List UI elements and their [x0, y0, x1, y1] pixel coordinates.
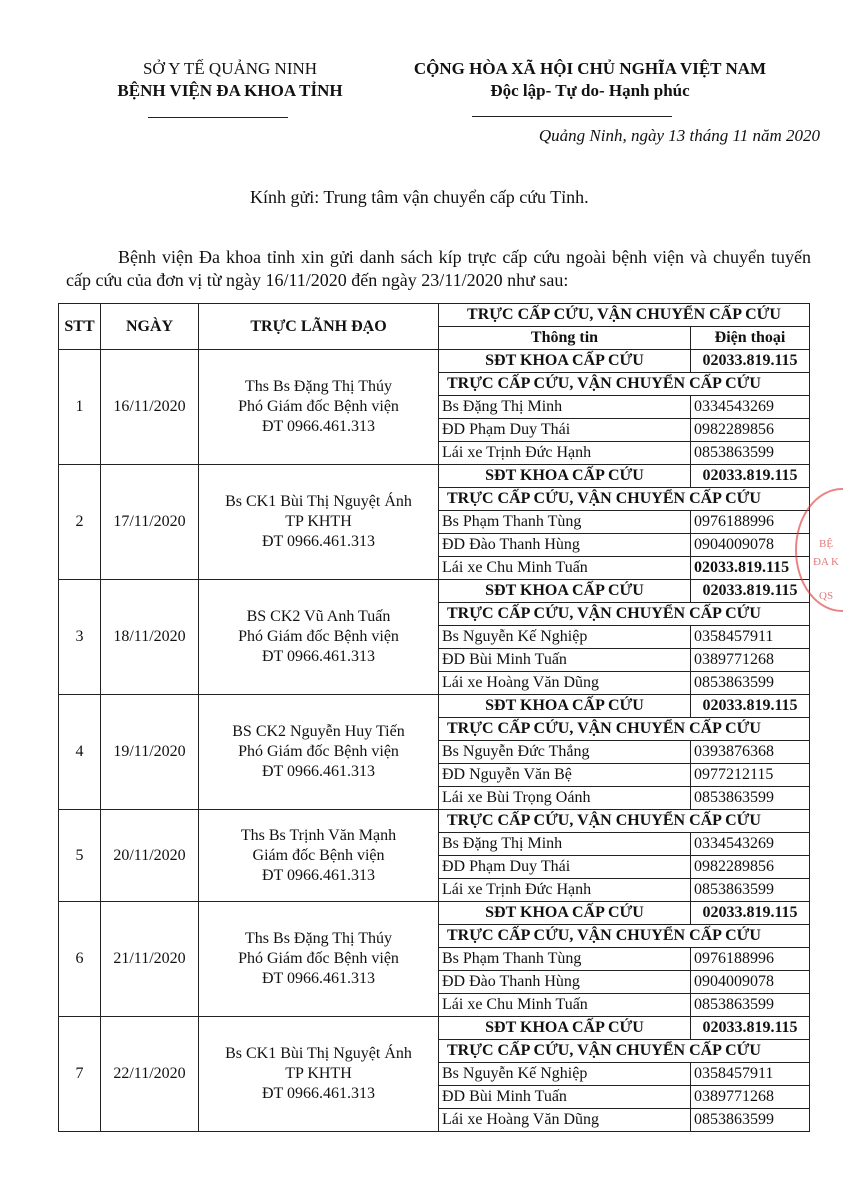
staff-phone: 0334543269 [691, 396, 810, 419]
row-stt: 4 [59, 695, 101, 810]
salutation: Kính gửi: Trung tâm vận chuyển cấp cứu Tỉnh. [250, 187, 589, 207]
table-row [59, 350, 810, 373]
leader-line: ĐT 0966.461.313 [261, 866, 376, 884]
staff-name: Lái xe Chu Minh Tuấn [439, 557, 691, 580]
table-row [59, 902, 810, 925]
duty-subheader: TRỰC CẤP CỨU, VẬN CHUYỂN CẤP CỨU [439, 718, 810, 741]
hotline-label: SĐT KHOA CẤP CỨU [439, 465, 691, 488]
staff-name: Lái xe Chu Minh Tuấn [439, 994, 691, 1017]
leader-line: Phó Giám đốc Bệnh viện [238, 950, 399, 967]
schedule-table [58, 303, 810, 1132]
staff-phone: 0976188996 [691, 511, 810, 534]
hotline-label: SĐT KHOA CẤP CỨU [439, 1017, 691, 1040]
staff-phone: 0982289856 [691, 419, 810, 442]
row-stt: 6 [59, 902, 101, 1017]
dept-name: SỞ Y TẾ QUẢNG NINH [142, 59, 318, 78]
leader-line: Phó Giám đốc Bệnh viện [238, 398, 399, 415]
leader-line: ĐT 0966.461.313 [261, 533, 376, 550]
hotline-phone: 02033.819.115 [691, 695, 810, 718]
leader-line: ĐT 0966.461.313 [261, 648, 376, 665]
staff-name: Bs Đặng Thị Minh [439, 396, 691, 419]
staff-name: ĐD Phạm Duy Thái [439, 419, 691, 442]
row-date: 22/11/2020 [101, 1017, 199, 1132]
row-date: 16/11/2020 [101, 350, 199, 465]
staff-name: ĐD Nguyễn Văn Bệ [439, 764, 691, 787]
leader-line: ĐT 0966.461.313 [261, 418, 376, 435]
leader-line: Bs CK1 Bùi Thị Nguyệt Ánh [225, 493, 412, 510]
staff-name: Lái xe Trịnh Đức Hạnh [439, 442, 691, 465]
header-left-rule [148, 117, 288, 118]
staff-phone: 02033.819.115 [691, 557, 810, 580]
header-emergency: TRỰC CẤP CỨU, VẬN CHUYỂN CẤP CỨU [439, 304, 810, 327]
hotline-phone: 02033.819.115 [691, 465, 810, 488]
row-stt: 2 [59, 465, 101, 580]
staff-phone: 0853863599 [691, 787, 810, 810]
header-phone: Điện thoại [691, 327, 810, 350]
row-stt: 5 [59, 810, 101, 902]
table-row [59, 465, 810, 488]
row-date: 19/11/2020 [101, 695, 199, 810]
date-line: Quảng Ninh, ngày 13 tháng 11 năm 2020 [538, 126, 820, 145]
leader-line: Ths Bs Trịnh Văn Mạnh [240, 826, 397, 844]
header-right [370, 58, 810, 102]
leader-line: Giám đốc Bệnh viện [252, 846, 385, 864]
header-day: NGÀY [101, 304, 199, 350]
duty-subheader: TRỰC CẤP CỨU, VẬN CHUYỂN CẤP CỨU [439, 488, 810, 511]
staff-name: ĐD Đào Thanh Hùng [439, 534, 691, 557]
hotline-phone: 02033.819.115 [691, 1017, 810, 1040]
staff-phone: 0334543269 [691, 833, 810, 856]
leader-line: Phó Giám đốc Bệnh viện [238, 743, 399, 760]
hotline-label: SĐT KHOA CẤP CỨU [439, 902, 691, 925]
header-stt: STT [59, 304, 101, 350]
row-date: 17/11/2020 [101, 465, 199, 580]
staff-phone: 0982289856 [691, 856, 810, 879]
duty-subheader: TRỰC CẤP CỨU, VẬN CHUYỂN CẤP CỨU [439, 373, 810, 396]
staff-name: ĐD Bùi Minh Tuấn [439, 649, 691, 672]
staff-phone: 0393876368 [691, 741, 810, 764]
table-row [59, 695, 810, 718]
leader-line: TP KHTH [285, 513, 352, 530]
row-leader [199, 695, 439, 810]
staff-name: Bs Phạm Thanh Tùng [439, 511, 691, 534]
intro-paragraph: Bệnh viện Đa khoa tỉnh xin gửi danh sách kíp trực cấp cứu ngoài bệnh viện và chuyển tuyến cấp cứu của đơn vị từ ngày 16/11/2020 đến ngày 23/11/2020 như sau: [66, 247, 811, 290]
hotline-label: SĐT KHOA CẤP CỨU [439, 695, 691, 718]
duty-subheader: TRỰC CẤP CỨU, VẬN CHUYỂN CẤP CỨU [439, 925, 810, 948]
row-stt: 7 [59, 1017, 101, 1132]
schedule-body [59, 350, 810, 1132]
leader-line: Ths Bs Đặng Thị Thúy [245, 930, 392, 947]
header-right-rule [472, 116, 672, 117]
staff-name: Bs Nguyễn Kế Nghiệp [439, 626, 691, 649]
staff-phone: 0977212115 [691, 764, 810, 787]
hotline-label: SĐT KHOA CẤP CỨU [439, 580, 691, 603]
staff-name: Lái xe Hoàng Văn Dũng [439, 672, 691, 695]
leader-line: ĐT 0966.461.313 [261, 1085, 376, 1102]
row-stt: 3 [59, 580, 101, 695]
row-leader [199, 350, 439, 465]
leader-line: ĐT 0966.461.313 [261, 763, 376, 780]
staff-phone: 0853863599 [691, 994, 810, 1017]
staff-phone: 0976188996 [691, 948, 810, 971]
nation-name: CỘNG HÒA XÃ HỘI CHỦ NGHĨA VIỆT NAM [413, 59, 767, 78]
staff-name: Bs Nguyễn Kế Nghiệp [439, 1063, 691, 1086]
leader-line: Bs CK1 Bùi Thị Nguyệt Ánh [225, 1045, 412, 1062]
org-name: BỆNH VIỆN ĐA KHOA TỈNH [117, 81, 343, 100]
staff-phone: 0904009078 [691, 971, 810, 994]
leader-line: BS CK2 Vũ Anh Tuấn [246, 608, 391, 625]
row-leader [199, 810, 439, 902]
leader-line: BS CK2 Nguyễn Huy Tiến [232, 723, 405, 740]
staff-phone: 0853863599 [691, 879, 810, 902]
motto: Độc lập- Tự do- Hạnh phúc [490, 81, 690, 100]
leader-line: Phó Giám đốc Bệnh viện [238, 628, 399, 645]
staff-name: ĐD Đào Thanh Hùng [439, 971, 691, 994]
hotline-label: SĐT KHOA CẤP CỨU [439, 350, 691, 373]
staff-name: ĐD Bùi Minh Tuấn [439, 1086, 691, 1109]
duty-subheader: TRỰC CẤP CỨU, VẬN CHUYỂN CẤP CỨU [439, 1040, 810, 1063]
staff-name: Bs Đặng Thị Minh [439, 833, 691, 856]
row-date: 18/11/2020 [101, 580, 199, 695]
header-leader: TRỰC LÃNH ĐẠO [199, 304, 439, 350]
staff-phone: 0389771268 [691, 649, 810, 672]
row-leader [199, 902, 439, 1017]
row-leader [199, 580, 439, 695]
leader-line: TP KHTH [285, 1065, 352, 1082]
hotline-phone: 02033.819.115 [691, 580, 810, 603]
red-stamp: BỆ ĐA K QS [795, 488, 843, 612]
staff-phone: 0853863599 [691, 672, 810, 695]
hotline-phone: 02033.819.115 [691, 350, 810, 373]
table-row [59, 580, 810, 603]
table-row [59, 810, 810, 833]
staff-phone: 0358457911 [691, 1063, 810, 1086]
row-date: 21/11/2020 [101, 902, 199, 1017]
leader-line: ĐT 0966.461.313 [261, 970, 376, 987]
row-date: 20/11/2020 [101, 810, 199, 902]
leader-line: Ths Bs Đặng Thị Thúy [245, 378, 392, 395]
duty-subheader: TRỰC CẤP CỨU, VẬN CHUYỂN CẤP CỨU [439, 603, 810, 626]
staff-name: Bs Nguyễn Đức Thắng [439, 741, 691, 764]
staff-name: Lái xe Hoàng Văn Dũng [439, 1109, 691, 1132]
table-row [59, 1017, 810, 1040]
staff-name: Lái xe Trịnh Đức Hạnh [439, 879, 691, 902]
duty-subheader: TRỰC CẤP CỨU, VẬN CHUYỂN CẤP CỨU [439, 810, 810, 833]
row-leader [199, 1017, 439, 1132]
staff-name: Bs Phạm Thanh Tùng [439, 948, 691, 971]
staff-name: Lái xe Bùi Trọng Oánh [439, 787, 691, 810]
staff-phone: 0358457911 [691, 626, 810, 649]
staff-name: ĐD Phạm Duy Thái [439, 856, 691, 879]
row-leader [199, 465, 439, 580]
staff-phone: 0904009078 [691, 534, 810, 557]
row-stt: 1 [59, 350, 101, 465]
hotline-phone: 02033.819.115 [691, 902, 810, 925]
header-left [70, 58, 390, 102]
staff-phone: 0853863599 [691, 442, 810, 465]
staff-phone: 0853863599 [691, 1109, 810, 1132]
header-info: Thông tin [439, 327, 691, 350]
staff-phone: 0389771268 [691, 1086, 810, 1109]
